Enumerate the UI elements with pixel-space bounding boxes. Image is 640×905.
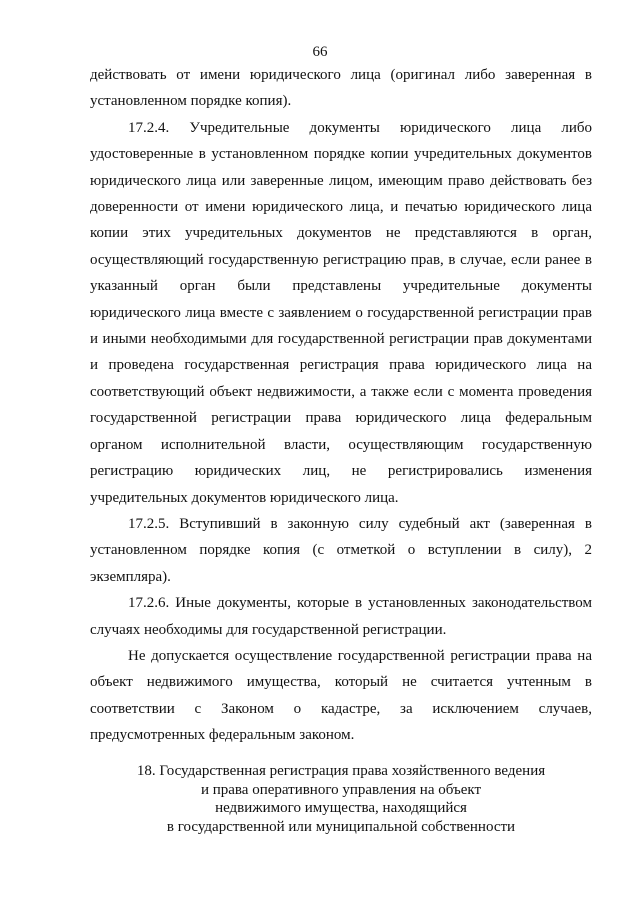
page-number: 66 [312, 44, 328, 60]
section-heading-line: в государственной или муниципальной собственности [166, 818, 516, 835]
paragraph-17-2-4: 17.2.4. Учредительные документы юридического лица либо удостоверенные в установленном порядке копии учредительных документов юридического лица или заверенные лицом, имеющим право действовать без доверенности от имени юридического лица, и печатью юридического лица копии этих учредительных документов не представляются в орган, осуществляющий государственную регистрацию прав, в случае, если ранее в указанный орган были представлены учредительные документы юридического лица вместе с заявлением о государственной регистрации прав и иными необходимыми для государственной регистрации прав документами и проведена государственная регистрация права юридического лица на соответствующий объект недвижимости, а также если с момента проведения государственной регистрации права юридического лица федеральным органом исполнительной власти, осуществляющим государственную регистрацию юридических лиц, не регистрировались изменения учредительных документов юридического лица. [90, 119, 592, 506]
paragraph-17-2-6: 17.2.6. Иные документы, которые в установленных законодательством случаях необходимы для государственной регистрации. [90, 595, 592, 638]
section-heading-line: недвижимого имущества, находящийся [215, 800, 467, 816]
document-body [90, 62, 592, 749]
paragraph-17-2-5: 17.2.5. Вступивший в законную силу судебный акт (заверенная в установленном порядке копия (с отметкой о вступлении в силу), 2 экземпляра). [90, 515, 592, 585]
section-heading-line: и права оперативного управления на объект [200, 781, 482, 798]
section-heading-18 [90, 762, 592, 836]
section-heading-line: 18. Государственная регистрация права хозяйственного ведения [136, 763, 546, 779]
paragraph-continuation: действовать от имени юридического лица (оригинал либо заверенная в установленном порядке копия). [90, 67, 592, 110]
paragraph-registration-restriction: Не допускается осуществление государственной регистрации права на объект недвижимого имущества, который не считается учтенным в соответствии с Законом о кадастре, за исключением случаев, предусмотренных федеральным законом. [90, 647, 592, 744]
